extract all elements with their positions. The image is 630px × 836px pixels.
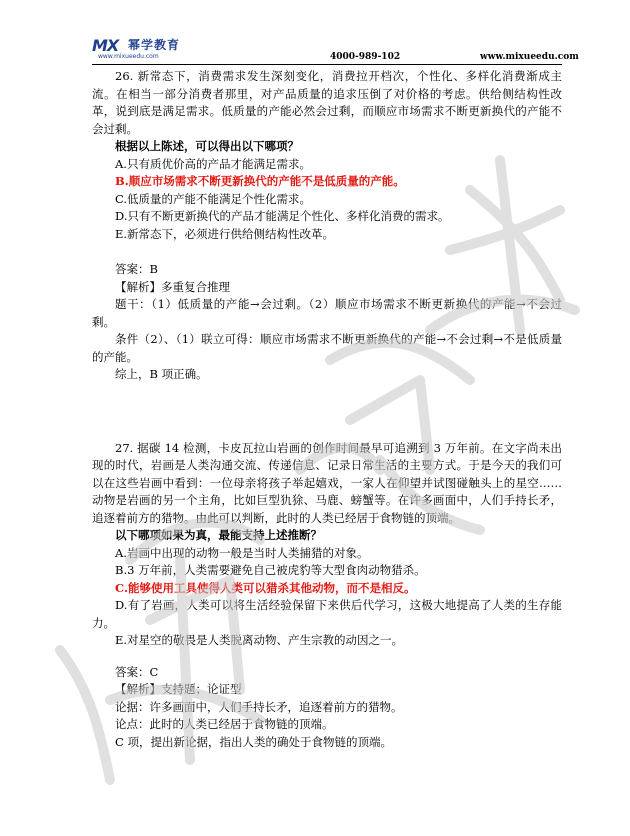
- q26-option-a: A.只有质优价高的产品才能满足需求。: [115, 156, 311, 171]
- q27-analysis-title: 【解析】支持题；论证型: [115, 682, 242, 696]
- q26-option-c: C.低质量的产能不能满足个性化需求。: [115, 191, 312, 206]
- q26-option-d: D.只有不断更新换代的产品才能满足个性化、多样化消费的需求。: [115, 209, 450, 223]
- q27-analysis-3: C 项，提出新论据，指出人类的确处于食物链的顶端。: [115, 734, 392, 749]
- q26-analysis-title: 【解析】多重复合推理: [115, 279, 230, 294]
- q27-question: 以下哪项如果为真，最能支持上述推断？: [115, 528, 322, 542]
- q26-analysis-3: 综上，B 项正确。: [115, 367, 208, 381]
- q26-analysis-2: 条件（2）、（1）联立可得：顺应市场需求不断更新换代的产能→不会过剩→不是低质量的产能。: [92, 332, 562, 364]
- q27-option-e: E.对星空的敬畏是人类脱离动物、产生宗教的动因之一。: [115, 633, 404, 647]
- document-body: [92, 68, 562, 751]
- q27-option-b: B.3 万年前，人类需要避免自己被虎豹等大型食肉动物猎杀。: [115, 563, 426, 577]
- header-phone: 4000-989-102: [330, 52, 401, 62]
- q27-analysis-2: 论点：此时的人类已经居于食物链的顶端。: [115, 717, 334, 731]
- q27-option-a: A.岩画中出现的动物一般是当时人类捕猎的对象。: [115, 545, 369, 560]
- q26-analysis-1: 题干：（1）低质量的产能→会过剩。（2）顺应市场需求不断更新换代的产能→不会过剩。: [92, 297, 562, 329]
- q26-question: 根据以上陈述，可以得出以下哪项？: [115, 139, 299, 153]
- q26-answer: 答案：B: [115, 262, 158, 276]
- logo-name: 幂学教育: [128, 38, 181, 52]
- q26-option-e: E.新常态下，必须进行供给侧结构性改革。: [115, 226, 335, 241]
- q27-stem: 27. 据碳 14 检测，卡皮瓦拉山岩画的创作时间最早可追溯到 3 万年前。在文字尚未出现的时代，岩画是人类沟通交流、传递信息、记录日常生活的主要方式。于是今天的我们可以在这些岩画中看到：一位母亲将孩子举起嬉戏，一家人在仰望并试图碰触头上的星空……动物是岩画的另一个主角，比如巨型犰狳、马鹿、螃蟹等。在许多画面中，人们手持长矛，追逐着前方的猎物。由此可以判断，此时的人类已经居于食物链的顶端。: [92, 440, 562, 525]
- logo-mark: MX: [92, 36, 119, 55]
- q27-analysis-1: 论据：许多画面中，人们手持长矛，追逐着前方的猎物。: [115, 699, 403, 714]
- header-site: www.mixueedu.com: [480, 52, 579, 62]
- q26-stem: 26. 新常态下，消费需求发生深刻变化，消费拉开档次，个性化、多样化消费渐成主流。在相当一部分消费者那里，对产品质量的追求压倒了对价格的考虑。供给侧结构性改革，说到底是满足需求。低质量的产能必然会过剩，而顺应市场需求不断更新换代的产能不会过剩。: [92, 69, 562, 136]
- q27-answer: 答案：C: [115, 664, 159, 679]
- q26-option-b: B.顺应市场需求不断更新换代的产能不是低质量的产能。: [115, 174, 405, 188]
- q27-option-d: D.有了岩画，人类可以将生活经验保留下来供后代学习，这极大地提高了人类的生存能力。: [92, 598, 562, 630]
- mixue-logo: [92, 36, 212, 64]
- logo-url: www.mixueedu.com: [98, 53, 159, 60]
- page-header: [0, 0, 630, 70]
- q27-option-c: C.能够使用工具使得人类可以猎杀其他动物，而不是相反。: [115, 580, 416, 595]
- header-rule: [92, 64, 562, 65]
